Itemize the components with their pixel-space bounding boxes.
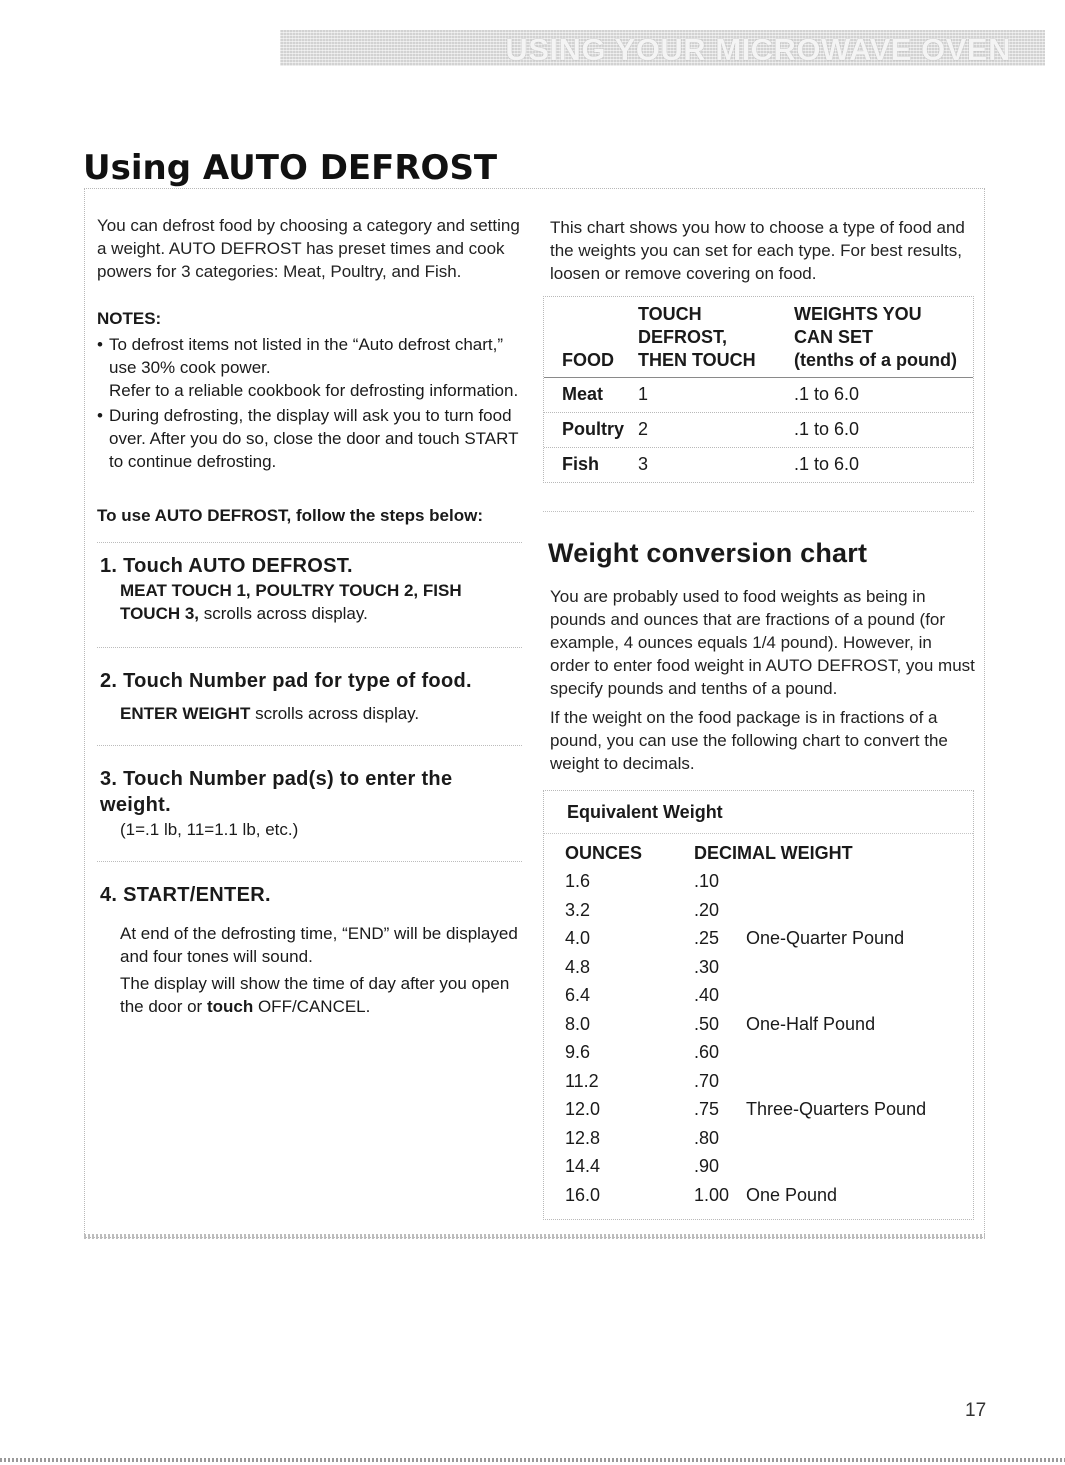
ounces-cell: 12.0 [565, 1099, 601, 1119]
bullet: • [97, 335, 103, 354]
table-row [544, 1014, 973, 1042]
step-1 [97, 553, 522, 625]
note-text: To defrost items not listed in the “Auto defrost chart,” use 30% cook power. [109, 335, 504, 377]
ounces-cell: 6.4 [565, 985, 591, 1005]
step-text: scrolls across display. [199, 604, 368, 623]
note-cell: One-Half Pound [746, 1013, 876, 1034]
food-cell: Meat [562, 384, 604, 404]
banner-text: USING YOUR MICROWAVE OVEN [505, 32, 1011, 67]
note-cell: One Pound [746, 1184, 838, 1205]
table-row [544, 871, 973, 899]
conversion-text [550, 585, 975, 775]
step-body [100, 702, 522, 725]
decimal-cell: .50 [694, 1013, 720, 1034]
step-title: 1. Touch AUTO DEFROST. [100, 555, 353, 577]
decimal-cell: .25 [694, 928, 720, 948]
step-4 [97, 882, 522, 1018]
decimal-cell: .90 [694, 1156, 720, 1176]
note-text: During defrosting, the display will ask you to turn food over. After you do so, close the door and touch START to continue defrosting. [109, 406, 519, 471]
bottom-rule [0, 1458, 1065, 1462]
table-row [544, 448, 973, 482]
header-food: FOOD [562, 350, 614, 370]
auto-defrost-chart [543, 296, 974, 483]
step-text: The display will show the time of day after you open the door or [120, 974, 510, 1016]
step-text: scrolls across display. [250, 704, 420, 723]
header-touch: TOUCH [638, 304, 702, 324]
header-touch: THEN TOUCH [638, 350, 756, 370]
table-header [544, 297, 973, 378]
table-row [544, 1185, 973, 1213]
table-row [544, 985, 973, 1013]
decimal-cell: .60 [694, 1042, 720, 1062]
notes-heading: NOTES: [97, 309, 162, 328]
header-decimal-weight: DECIMAL WEIGHT [694, 843, 853, 863]
section-banner [280, 30, 1045, 66]
ounces-cell: 12.8 [565, 1127, 601, 1148]
ounces-cell: 16.0 [565, 1184, 601, 1205]
step-title: 2. Touch Number pad for type of food. [100, 670, 472, 692]
left-column [97, 214, 522, 1018]
step-divider [97, 745, 522, 746]
header-weights: CAN SET [794, 327, 874, 347]
step-title: 4. START/ENTER. [100, 884, 271, 906]
ounces-cell: 1.6 [565, 871, 591, 891]
step-body [100, 972, 522, 1018]
table-row [544, 1042, 973, 1070]
touch-cell: 3 [638, 454, 649, 474]
step-body: At end of the defrosting time, “END” will be displayed and four tones will sound. [120, 924, 518, 966]
step-bold-text: ENTER WEIGHT [120, 704, 251, 723]
ounces-cell: 4.0 [565, 928, 591, 948]
decimal-cell: 1.00 [694, 1184, 730, 1205]
decimal-cell: .80 [694, 1127, 720, 1148]
step-body [100, 579, 522, 625]
table-row [544, 413, 973, 448]
step-text: OFF/CANCEL. [253, 997, 371, 1016]
step-3 [97, 766, 522, 841]
food-cell: Poultry [562, 419, 625, 439]
step-title: 3. Touch Number pad(s) to enter the weight. [100, 768, 453, 816]
chart-intro: This chart shows you how to choose a type of food and the weights you can set for each type. For best results, loosen or remove covering on food. [550, 218, 965, 283]
table-row [544, 378, 973, 413]
ounces-cell: 11.2 [565, 1070, 599, 1091]
header-weights: WEIGHTS YOU [794, 304, 922, 324]
header-weights: (tenths of a pound) [794, 350, 957, 370]
right-column [550, 216, 975, 285]
step-2 [97, 668, 522, 725]
decimal-cell: .40 [694, 985, 720, 1005]
page-number: 17 [965, 1400, 987, 1421]
decimal-cell: .20 [694, 899, 720, 920]
touch-cell: 1 [638, 384, 649, 404]
decimal-cell: .70 [694, 1070, 720, 1091]
table-row [544, 1099, 973, 1127]
step-divider [97, 861, 522, 862]
page-title: Using AUTO DEFROST [83, 148, 498, 188]
step-divider [97, 542, 522, 543]
step-bold-text: touch [206, 997, 254, 1016]
steps-heading: To use AUTO DEFROST, follow the steps below: [97, 506, 483, 525]
table-row [544, 1156, 973, 1184]
conversion-heading: Weight conversion chart [548, 538, 868, 568]
note-cell: Three-Quarters Pound [746, 1099, 927, 1119]
table-row [544, 957, 973, 985]
header-touch: DEFROST, [638, 327, 728, 347]
frame-bottom-rule [84, 1234, 985, 1239]
note-item [97, 333, 522, 402]
weights-cell: .1 to 6.0 [794, 419, 860, 439]
table-row [544, 900, 973, 928]
table-row [544, 928, 973, 956]
ounces-cell: 4.8 [565, 956, 591, 977]
touch-cell: 2 [638, 419, 649, 439]
ounces-cell: 8.0 [565, 1013, 591, 1034]
ounces-cell: 9.6 [565, 1042, 591, 1062]
note-subtext: Refer to a reliable cookbook for defrosting information. [109, 381, 519, 400]
table-title-divider [544, 833, 973, 834]
header-ounces: OUNCES [565, 843, 643, 863]
weights-cell: .1 to 6.0 [794, 454, 860, 474]
note-item [97, 404, 522, 473]
table-row [544, 1128, 973, 1156]
decimal-cell: .75 [694, 1099, 720, 1119]
ounces-cell: 14.4 [565, 1156, 601, 1176]
bullet: • [97, 406, 103, 425]
note-cell: One-Quarter Pound [746, 928, 905, 948]
table-row [544, 1071, 973, 1099]
conversion-paragraph: If the weight on the food package is in fractions of a pound, you can use the following chart to convert the weight to decimals. [550, 708, 948, 773]
section-divider [543, 511, 974, 512]
table-title: Equivalent Weight [567, 802, 723, 822]
weight-conversion-table [543, 790, 974, 1220]
step-bold-text: MEAT TOUCH 1, POULTRY TOUCH 2, FISH TOUCH 3, [120, 581, 462, 623]
ounces-cell: 3.2 [565, 899, 591, 920]
intro-paragraph: You can defrost food by choosing a category and setting a weight. AUTO DEFROST has preset times and cook powers for 3 categories: Meat, Poultry, and Fish. [97, 216, 520, 281]
decimal-cell: .30 [694, 956, 720, 977]
conversion-paragraph: You are probably used to food weights as being in pounds and ounces that are fractions of a pound (for example, 4 ounces equals 1/4 pound). However, in order to enter food weight in AUTO DEFROST, you must specify pounds and tenths of a pound. [550, 587, 975, 698]
step-body: (1=.1 lb, 11=1.1 lb, etc.) [120, 820, 299, 839]
food-cell: Fish [562, 454, 600, 474]
step-divider [97, 647, 522, 648]
decimal-cell: .10 [694, 871, 720, 891]
weights-cell: .1 to 6.0 [794, 384, 860, 404]
